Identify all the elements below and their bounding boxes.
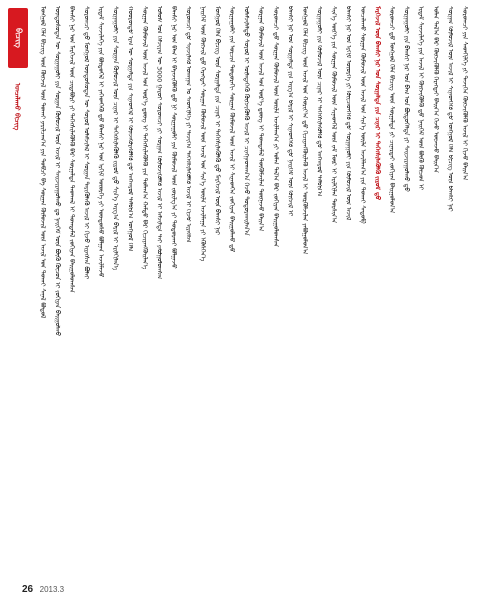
text-column: [111, 6, 119, 576]
column-text: ᠰᠤᠷᠭᠠᠭᠤᠯᠢ ᠶᠢᠨ ᠰᠤᠷᠭᠠᠨ ᠬᠦᠮᠦᠵᠢᠯ ᠦᠨ ᠴᠢᠨᠠᠷ ᠢ ᠳᠡᠭᠡᠭᠰᠢᠯᠡᠭᠦᠯᠬᠦ ᠵᠢᠷᠤᠮ ᠳ᠋ᠤ ᠰᠢᠨ᠎ᠡ ᠠᠷᠭ᠎ᠠ ᠪᠠᠷᠢᠯ ᠢ ᠡᠷᠢᠯᠬᠢᠯᠡᠨ᠎ᠡ: [111, 6, 119, 271]
text-column: [213, 6, 221, 576]
column-text: ᠰᠤᠷᠭᠠᠭᠤᠯᠢ ᠶᠢᠨ ᠬᠦᠮᠦᠵᠢᠯ ᠦᠨ ᠴᠢᠨᠠᠷ ᠢ ᠳᠡᠭᠡᠭᠰᠢᠯᠡᠭᠦᠯᠬᠦ ᠳ᠋ᠤ ᠠᠩᠬᠠᠷᠤᠯ ᠲᠠᠯᠪᠢᠨ᠎ᠠ: [315, 6, 323, 197]
issue-number: 2013.3: [39, 585, 65, 594]
text-column: [125, 6, 133, 576]
text-column: [227, 6, 235, 576]
text-column: [285, 6, 293, 576]
column-text: ᠣᠨᠴᠠᠯᠠᠬᠤ ᠰᠤᠷᠭᠠᠨ ᠬᠦᠮᠦᠵᠢᠯ ᠦᠨ ᠠᠵᠢᠯ ᠤᠨ ᠰᠢᠨ᠎ᠡ ᠦᠢᠯᠡ ᠠᠵᠢᠯᠯᠠᠭ᠎ᠠ ᠶᠢᠨ ᠲᠤᠬᠠᠢ ᠰᠡᠳᠦᠪ: [359, 6, 367, 224]
column-text: ᠪᠠᠭᠰᠢ ᠨᠠᠷ ᠤᠨ ᠡᠷᠬᠢᠮ ᠦᠦᠷᠭᠡ ᠶᠢ ᠭᠦᠢᠴᠡᠳᠭᠡᠬᠦ ᠳ᠋ᠦ ᠰᠤᠷᠭᠠᠭᠤᠯᠢ ᠶᠢᠨ ᠬᠦᠮᠦᠵᠢᠯ ᠦᠨ ᠠᠵᠢᠯ: [344, 6, 352, 221]
text-column: [314, 6, 322, 576]
column-text: ᠰᠤᠷᠭᠠᠨ ᠬᠦᠮᠦᠵᠢᠯ ᠦᠨ ᠠᠵᠢᠯ ᠢ ᠰᠢᠨᠡᠳᠬᠡᠬᠦ ᠳ᠋ᠦ ᠮᠣᠩᠭᠣᠯ ᠬᠡᠯᠡ ᠪᠢᠴᠢᠭ᠌ ᠦᠨ ᠪᠠᠭᠰᠢ ᠨᠠᠷ: [446, 6, 454, 212]
column-text: ᠮᠣᠩᠭᠣᠯ ᠬᠡᠯᠡ ᠪᠢᠴᠢᠭ᠌ ᠦᠨ ᠬᠥᠭᠵᠢᠯ ᠦᠨ ᠲᠤᠬᠠᠢ ᠶᠠᠷᠢᠯᠴᠠᠭ᠎ᠠ ᠶᠢᠨ ᠲᠣᠪᠴᠢ ᠪᠠ ᠰᠤᠷᠭᠠᠨ ᠬᠦᠮᠦᠵᠢᠯ ᠦᠨ ᠠᠵᠢᠯ ᠤᠨ ᠲᠤᠬᠠᠢ ᠰᠠᠨᠠᠯ ᠪᠣᠳᠤᠯ: [39, 6, 46, 319]
column-text: ᠡᠷᠳᠡᠮ ᠰᠢᠨᠵᠢᠯᠡᠭᠡ ᠶᠢᠨ ᠪᠦᠲᠦᠭᠡᠯ ᠢ ᠶᠡᠬᠡᠳᠬᠡᠬᠦ ᠳ᠋ᠤ ᠪᠠᠭᠰᠢ ᠨᠠᠷ ᠤᠨ ᠡᠷᠬᠢᠮ ᠦᠦᠷᠭᠡ ᠶᠢ ᠦᠨᠳᠦᠰᠦ ᠪᠣᠯᠭᠠᠨ ᠠᠵᠢᠯᠯᠠᠵᠤ: [97, 6, 105, 278]
text-column: [343, 6, 351, 576]
text-column: [387, 6, 395, 576]
column-text: ᠰᠤᠷᠭᠠᠨ ᠬᠦᠮᠦᠵᠢᠯ ᠦᠨ ᠠᠵᠢᠯ ᠤᠨ ᠦᠷ᠎ᠡ ᠳ᠋ᠦᠩ ᠢ ᠳᠡᠭᠡᠭᠰᠢᠯᠡᠭᠦᠯᠬᠦ ᠶᠢᠨ ᠲᠤᠯᠠᠭ᠎ᠠ ᠬᠠᠮᠲᠤ ᠪᠡᠷ ᠬᠢᠴᠢᠶᠡᠩᠭᠦᠢᠯᠡᠨ᠎ᠡ: [140, 6, 148, 270]
text-column: [460, 6, 468, 576]
text-column: [300, 6, 308, 576]
section-label-text: ᠣᠨᠴᠠᠯᠠᠬᠤ ᠪᠢᠴᠢᠭ᠌: [13, 83, 21, 131]
text-column: [242, 6, 250, 576]
column-text: ᠣᠯᠠᠨ ᠲᠠᠯ᠎ᠠ ᠪᠠᠷ ᠬᠥᠭᠵᠢᠭᠦᠯᠬᠦ ᠬᠡᠷᠡᠭᠲᠡᠢ ᠪᠠᠢᠨ᠎ᠠ ᠭᠡᠵᠦ ᠦᠵᠡᠵᠦ ᠪᠠᠢᠨ᠎ᠠ: [431, 6, 439, 173]
column-text: ᠪᠠᠭᠰᠢ ᠨᠠᠷ ᠤᠨ ᠮᠡᠷᠭᠡᠵᠢᠯ ᠦᠨ ᠴᠢᠳᠠᠪᠤᠷᠢ ᠶᠢ ᠳᠡᠭᠡᠭᠰᠢᠯᠡᠭᠦᠯᠬᠦ ᠪᠡᠷ ᠰᠤᠷᠭᠠᠯᠲᠠ ᠳᠠᠳᠬᠠᠯ ᠢ ᠲᠣᠭᠲᠠᠮᠠᠯ ᠵᠣᠬᠢᠶᠠᠨ ᠪᠠᠢᠭᠤᠯᠤᠭᠰᠠᠨ: [68, 6, 76, 293]
text-column: [96, 6, 104, 576]
column-text: ᠰᠤᠷᠤᠭᠴᠢ ᠳ᠋ᠤ ᠮᠣᠩᠭᠣᠯ ᠦᠨᠳᠦᠰᠦᠲᠡᠨ ᠦ ᠰᠣᠶᠤᠯ ᠤᠯᠠᠮᠵᠢᠯᠠᠯ ᠢ ᠰᠤᠷᠭᠠᠨ ᠲᠡᠷᠢᠭᠦᠯᠡᠬᠦ ᠠᠵᠢᠯ ᠢ ᠬᠢᠵᠦ ᠢᠷᠡᠭᠰᠡᠨ ᠪᠣᠯᠠᠢ: [82, 6, 90, 280]
column-text: ᠰᠤᠷᠤᠭᠴᠢ ᠳ᠋ᠤ ᠰᠤᠷᠭᠠᠨ ᠬᠦᠮᠦᠵᠢᠯ ᠦᠨ ᠦᠢᠯᠡ ᠠᠵᠢᠯᠯᠠᠭ᠎ᠠ ᠶᠢ ᠣᠯᠠᠨ ᠲᠠᠯ᠎ᠠ ᠪᠠᠷ ᠵᠣᠬᠢᠶᠠᠨ ᠪᠠᠢᠭᠤᠯᠤᠭᠰᠠᠨ: [271, 6, 279, 248]
column-text: ᠰᠤᠷᠭᠠᠭᠤᠯᠢ ᠶᠢᠨ ᠪᠠᠭᠰᠢ ᠨᠠᠷ ᠤᠨ ᠪᠠᠭ ᠤᠨ ᠪᠦᠲᠦᠭᠡᠯᠲᠡ ᠶᠢ ᠰᠠᠢᠵᠢᠷᠠᠭᠤᠯᠬᠤ ᠳ᠋ᠤ: [402, 6, 410, 192]
column-text: ᠬᠣᠣᠷᠣᠨᠳᠤ ᠡᠷᠡᠨ ᠦ ᠰᠤᠷᠭᠠᠯᠲᠠ ᠶᠢᠨ ᠰᠢᠨᠡᠳᠬᠡᠯ ᠢ ᠭᠦᠨᠵᠡᠭᠦᠷᠡᠭᠦᠯᠬᠦ ᠳ᠋ᠤ ᠠᠩᠬᠠᠷᠤᠯ ᠲᠠᠯᠪᠢᠨ᠎ᠠ ᠮᠣᠩᠭᠣᠯ ᠬᠡᠯᠡ: [126, 6, 134, 252]
page-footer: [22, 584, 64, 595]
section-tab: [8, 8, 28, 68]
text-column: [271, 6, 279, 576]
column-text: ᠰᠤᠷᠤᠭᠴᠢ ᠶᠢᠨ ᠰᠡᠳᠬᠢᠯᠭᠡ ᠶᠢ ᠲᠡᠵᠢᠭᠡᠨ ᠬᠥᠭᠵᠢᠭᠦᠯᠬᠦ ᠠᠵᠢᠯ ᠢ ᠬᠢᠵᠦ ᠪᠠᠢᠨ᠎ᠠ: [460, 6, 468, 181]
column-text: ᠪᠠᠭᠰᠢ ᠨᠠᠷ ᠤᠨ ᠰᠤᠷᠭᠠᠯᠲᠠ ᠶᠢᠨ ᠠᠷᠭ᠎ᠠ ᠪᠠᠷᠢᠯ ᠢ ᠰᠢᠨᠡᠳᠬᠡᠬᠦ ᠳ᠋ᠦ ᠨᠡᠢᠭᠡᠮ ᠦᠨ ᠬᠥᠭᠵᠢᠯ ᠢ: [286, 6, 294, 217]
page-number: 26: [22, 584, 34, 595]
section-tab-text: ᠪᠢᠴᠢᠭ᠌: [14, 28, 23, 48]
text-column: [431, 6, 439, 576]
column-text: ᠡᠷᠳᠡᠮ ᠰᠢᠨᠵᠢᠯᠡᠭᠡ ᠶᠢᠨ ᠠᠵᠢᠯ ᠢ ᠬᠥᠭᠵᠢᠭᠦᠯᠬᠦ ᠳ᠋ᠦ ᠨᠡᠢᠭᠡᠮ ᠦᠨ ᠪᠦᠬᠦ ᠬᠦᠴᠦᠨ ᠢ: [417, 6, 425, 190]
column-text: ᠤᠯᠠᠮᠵᠢᠯᠠᠯᠲᠤ ᠰᠣᠶᠤᠯ ᠢ ᠦᠯᠡᠳᠡᠭᠡᠬᠦ ᠬᠥᠭᠵᠢᠭᠦᠯᠬᠦ ᠠᠵᠢᠯ ᠢ ᠴᠢᠩᠭᠠᠳᠬᠠᠨ᠎ᠠ ᠭᠡᠵᠦ ᠲᠣᠳᠣᠷᠬᠠᠢᠯᠠᠨ᠎ᠠ: [242, 6, 250, 236]
text-column: [329, 6, 337, 576]
column-text: ᠰᠤᠷᠭᠠᠨ ᠬᠦᠮᠦᠵᠢᠯ ᠦᠨ ᠠᠵᠢᠯ ᠤᠨ ᠦᠷ᠎ᠡ ᠳ᠋ᠦᠩ ᠢ ᠲᠣᠭᠲᠠᠮᠠᠯ ᠳᠦᠭᠦᠮᠵᠢᠯᠡᠨ ᠳᠦᠭᠨᠡᠵᠦ ᠪᠠᠢᠨ᠎ᠠ: [257, 6, 265, 232]
column-text: ᠮᠡᠷᠭᠡᠵᠢᠯ ᠦᠨ ᠪᠠᠭᠰᠢ ᠨᠠᠷ ᠤᠨ ᠰᠤᠷᠭᠠᠯᠲᠠ ᠶᠢᠨ ᠴᠢᠨᠠᠷ ᠢ ᠳᠡᠭᠡᠭᠰᠢᠯᠡᠭᠦᠯᠬᠦ ᠵᠢᠷᠤᠮ ᠳ᠋ᠤ: [373, 6, 381, 201]
column-text: ᠦᠨᠳᠦᠰᠦᠲᠡᠨ ᠦ ᠰᠤᠷᠭᠠᠭᠤᠯᠢ ᠶᠢᠨ ᠰᠤᠷᠭᠠᠨ ᠬᠦᠮᠦᠵᠢᠯ ᠦᠨ ᠠᠵᠢᠯ ᠢ ᠰᠠᠢᠵᠢᠷᠠᠭᠤᠯᠬᠤ ᠳᠤ ᠨᠡᠢᠭᠡᠮ ᠦᠨ ᠪᠦᠬᠦ ᠬᠦᠴᠦᠨ ᠢ ᠵᠣᠬᠢᠶᠠᠨ ᠪᠠᠢᠭᠤᠯᠬᠤ: [53, 6, 61, 337]
text-column: [402, 6, 410, 576]
text-column: [67, 6, 75, 576]
text-column: [53, 6, 61, 576]
text-column: [358, 6, 366, 576]
text-column: [198, 6, 206, 576]
column-text: ᠨᠡᠢᠭᠡᠮ ᠦᠨ ᠬᠥᠭᠵᠢᠯ ᠳ᠋ᠦ ᠬᠡᠷᠡᠭᠲᠡᠢ ᠰᠤᠷᠭᠠᠨ ᠬᠦᠮᠦᠵᠢᠯ ᠦᠨ ᠠᠵᠢᠯ ᠤᠨ ᠰᠢᠨ᠎ᠡ ᠦᠢᠯᠡ ᠠᠵᠢᠯᠯᠠᠭᠠ ᠶᠢ ᠡᠭᠦᠰᠭᠡᠨ᠎ᠡ: [199, 6, 207, 262]
column-text: ᠰᠤᠷᠭᠠᠭᠤᠯᠢ ᠶᠢᠨ ᠣᠷᠴᠢᠨ ᠳᠣᠲᠣᠷᠠᠬᠢ ᠰᠤᠷᠭᠠᠨ ᠬᠦᠮᠦᠵᠢᠯ ᠦᠨ ᠠᠵᠢᠯ ᠢ ᠰᠢᠨᠡᠳᠬᠡᠨ ᠵᠣᠬᠢᠶᠠᠨ ᠪᠠᠢᠭᠤᠯᠬᠤ ᠳ᠋ᠤ: [228, 6, 236, 253]
column-text: ᠰᠤᠷᠤᠭᠴᠢ ᠳ᠋ᠤ ᠮᠣᠩᠭᠣᠯ ᠬᠡᠯᠡ ᠪᠢᠴᠢᠭ᠌ ᠦᠨ ᠰᠤᠷᠭᠠᠯᠲᠠ ᠶᠢ ᠴᠢᠨᠠᠷᠲᠠᠢ ᠵᠣᠬᠢᠶᠠᠨ ᠪᠠᠢᠭᠤᠯᠤᠨ᠎ᠠ: [388, 6, 396, 214]
text-column: [416, 6, 424, 576]
column-text: ᠰᠤᠷᠤᠭᠴᠢ ᠳ᠋ᠤ ᠰᠢᠨᠵᠢᠯᠡᠬᠦ ᠤᠬᠠᠭᠠᠨ ᠤ ᠰᠡᠳᠬᠢᠯᠭᠡ ᠶᠢ ᠲᠡᠵᠢᠭᠡᠨ ᠳᠡᠭᠡᠭᠰᠢᠯᠡᠭᠦᠯᠬᠦ ᠠᠵᠢᠯ ᠢ ᠬᠢᠵᠦ ᠢᠷᠡᠭᠰᠡᠨ: [184, 6, 192, 243]
text-column: [373, 6, 381, 576]
text-column: [154, 6, 162, 576]
text-column: [445, 6, 453, 576]
text-column: [82, 6, 90, 576]
column-text: ᠮᠣᠩᠭᠣᠯ ᠬᠡᠯᠡ ᠪᠢᠴᠢᠭ᠌ ᠦᠨ ᠰᠤᠷᠭᠠᠯᠲᠠ ᠶᠢᠨ ᠴᠢᠨᠠᠷ ᠢ ᠳᠡᠭᠡᠭᠰᠢᠯᠡᠭᠦᠯᠬᠦ ᠳ᠋ᠦ ᠮᠡᠷᠭᠡᠵᠢᠯ ᠦᠨ ᠪᠠᠭᠰᠢ ᠨᠠᠷ: [213, 6, 221, 235]
section-label: [12, 80, 22, 134]
column-text: ᠤᠯᠤᠰ ᠤᠨ ᠬᠡᠮᠵᠢᠶᠡᠨ ᠦ 3000 ᠭᠠᠷᠤᠢ ᠰᠤᠷᠤᠭᠴᠢ ᠶᠢ ᠰᠤᠷᠭᠠᠨ ᠬᠦᠮᠦᠵᠢᠭᠦᠯᠬᠦ ᠠᠵᠢᠯ ᠢ ᠠᠮᠵᠢᠯᠲᠠ ᠲᠠᠢ ᠶᠠᠪᠤᠭᠤᠯᠤᠭᠰᠠᠨ: [155, 6, 163, 280]
text-column: [183, 6, 191, 576]
text-column: [38, 6, 46, 576]
column-text: ᠪᠠᠭᠰᠢ ᠨᠠᠷ ᠤᠨ ᠪᠠᠭ ᠢ ᠪᠡᠶᠡᠵᠢᠭᠦᠯᠬᠦ ᠳ᠋ᠦ ᠨᠢ ᠰᠤᠷᠭᠠᠭᠤᠯᠢ ᠶᠢᠨ ᠬᠦᠮᠦᠵᠢᠯ ᠦᠨ ᠵᠣᠷᠢᠯᠭ᠎ᠠ ᠶᠢ ᠲᠣᠳᠣᠷᠬᠠᠢ ᠪᠣᠯᠭᠠᠵᠤ: [169, 6, 177, 269]
article-body: [38, 6, 468, 576]
column-text: ᠰᠢᠨ᠎ᠡ ᠦᠶ᠎ᠡ ᠶᠢᠨ ᠰᠤᠷᠭᠠᠨ ᠬᠦᠮᠦᠵᠢᠯ ᠦᠨ ᠰᠢᠨᠡᠳᠬᠡᠯ ᠦᠨ ᠵᠠᠮ ᠮᠥᠷ ᠢ ᠡᠷᠢᠯᠬᠢᠯᠡᠨ ᠲᠤᠷᠰᠢᠨ᠎ᠠ: [329, 6, 337, 224]
text-column: [140, 6, 148, 576]
column-text: ᠮᠣᠩᠭᠣᠯ ᠬᠡᠯᠡ ᠪᠢᠴᠢᠭ᠌ ᠦᠨ ᠠᠵᠢᠯ ᠤᠨ ᠬᠣᠷᠢᠶ᠎ᠠ ᠳ᠋ᠤ ᠬᠢᠴᠢᠶᠡᠩᠭᠦᠢᠯᠡᠬᠦ ᠠᠵᠢᠯ ᠢ ᠦᠷᠭᠦᠯᠵᠢᠯᠡᠨ ᠶᠠᠪᠤᠭᠤᠯᠤᠨ᠎ᠠ: [300, 6, 308, 255]
text-column: [256, 6, 264, 576]
text-column: [169, 6, 177, 576]
